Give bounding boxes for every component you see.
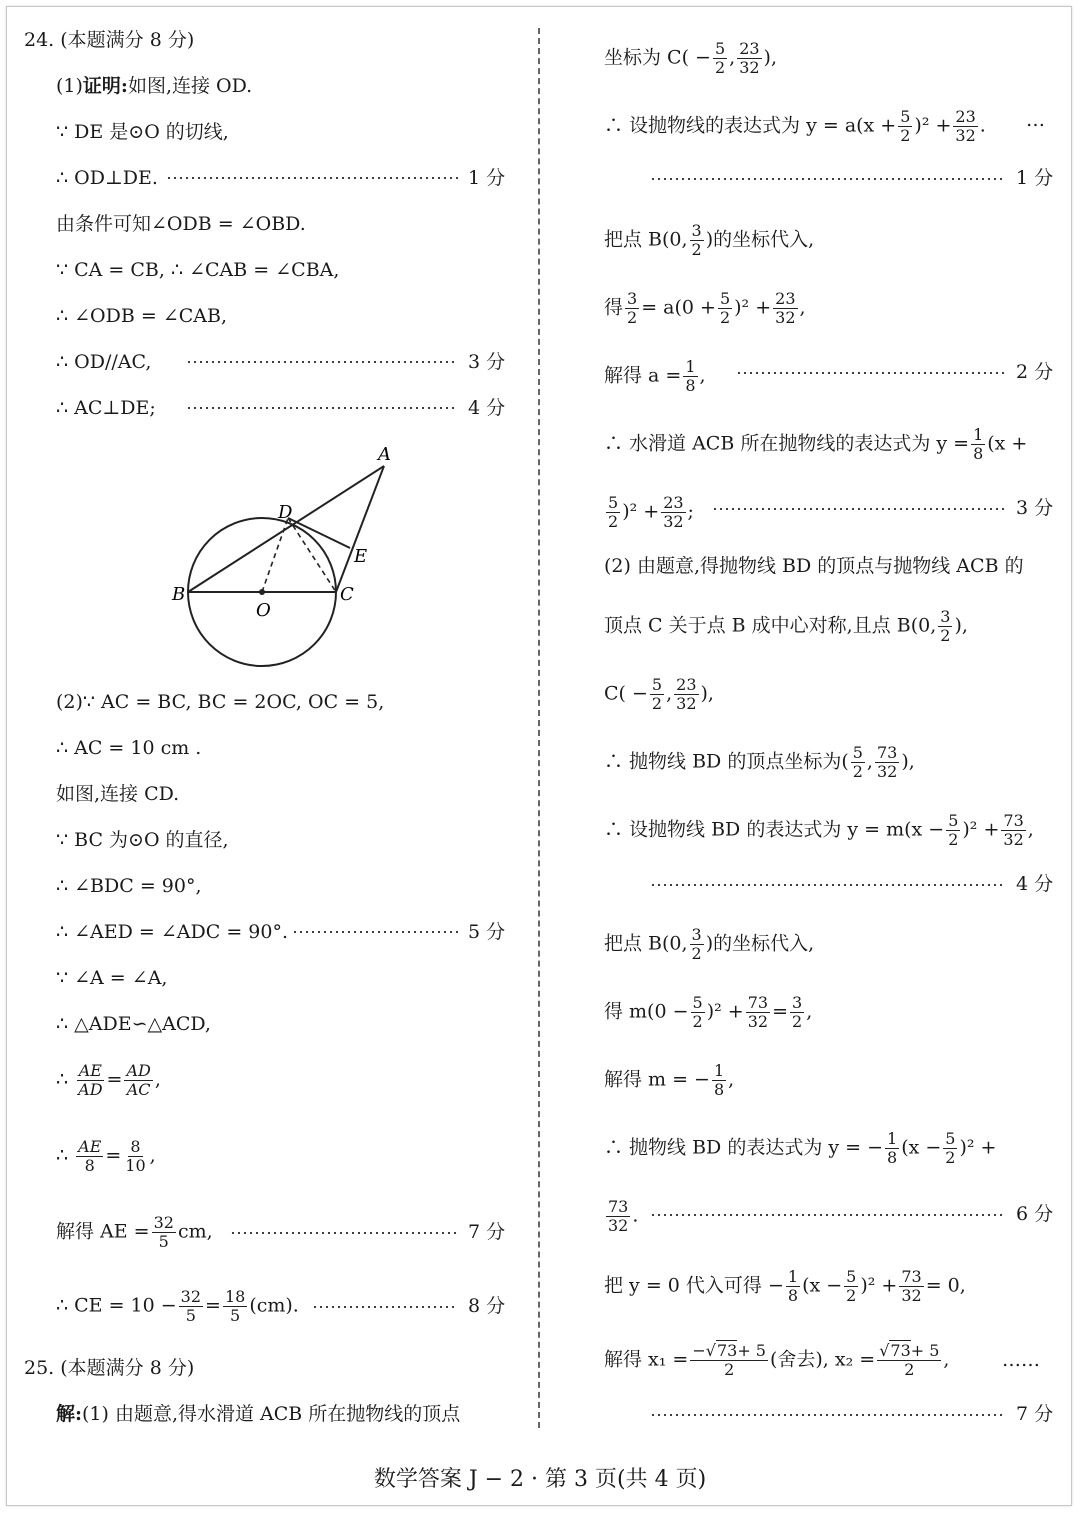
step-odb-cab: ∴ ∠ODB = ∠CAB, xyxy=(56,305,227,327)
denominator: 8 xyxy=(787,1286,799,1305)
ae-result xyxy=(56,1214,213,1251)
point-c-coord xyxy=(604,676,714,713)
fraction xyxy=(851,744,865,781)
vertex-c-coord xyxy=(604,40,777,77)
numerator: 32 xyxy=(180,1287,202,1306)
denominator: 8 xyxy=(84,1156,95,1175)
label-c: C xyxy=(340,584,354,605)
equals: = xyxy=(106,1068,123,1091)
text: ), xyxy=(763,46,777,69)
text: )² + xyxy=(734,296,772,319)
leader-dots xyxy=(186,407,458,409)
text: (舍去), x₂ = xyxy=(769,1348,876,1371)
page-footer: 数学答案 J − 2 · 第 3 页(共 4 页) xyxy=(373,1467,707,1492)
set-parabola-1 xyxy=(604,108,986,145)
denominator: 2 xyxy=(852,762,863,781)
leader-dots xyxy=(230,1232,458,1234)
p2-connect-cd: 如图,连接 CD. xyxy=(56,783,180,805)
denominator: 2 xyxy=(651,694,663,713)
p2-angle-bdc: ∴ ∠BDC = 90°, xyxy=(56,875,202,897)
minus: − xyxy=(692,1341,706,1360)
numerator: 1 xyxy=(787,1267,799,1286)
numerator: 73 xyxy=(876,743,898,762)
denominator: 2 xyxy=(627,308,638,327)
therefore-sign: ∴ xyxy=(56,1068,69,1091)
text: = xyxy=(772,1000,788,1023)
p2-bc-diameter: ∵ BC 为⊙O 的直径, xyxy=(56,829,229,851)
p2-angle-a: ∵ ∠A = ∠A, xyxy=(56,967,168,989)
numerator: 23 xyxy=(663,493,684,512)
text: ), xyxy=(901,750,915,773)
text: , xyxy=(806,1000,813,1023)
numerator: 23 xyxy=(676,675,697,694)
denominator: 5 xyxy=(230,1306,241,1325)
denominator: 2 xyxy=(692,1012,703,1031)
substitute-y0 xyxy=(604,1268,966,1305)
numerator: 3 xyxy=(940,607,951,626)
fraction xyxy=(691,994,705,1031)
radicand: 73 xyxy=(716,1341,738,1360)
text: . xyxy=(632,1204,639,1227)
text: )的坐标代入, xyxy=(705,228,815,251)
leader-dots xyxy=(650,178,1006,180)
score-2: 2 分 xyxy=(1016,361,1054,383)
label-b: B xyxy=(172,584,186,605)
fraction xyxy=(938,608,952,645)
numerator: √73+ 5 xyxy=(879,1341,940,1360)
numerator: 5 xyxy=(651,675,663,694)
text: 得 m(0 − xyxy=(604,1000,689,1023)
leader-dots xyxy=(292,931,458,933)
parabola-acb-expr-cont xyxy=(604,494,694,531)
leader-dots xyxy=(712,508,1006,510)
score-5: 5 分 xyxy=(468,921,506,943)
denominator: 2 xyxy=(792,1012,803,1031)
text: 顶点 C 关于点 B 成中心对称,且点 B(0, xyxy=(604,614,937,637)
score-1: 1 分 xyxy=(1016,167,1054,189)
numerator: 3 xyxy=(627,289,638,308)
text: 解得 a = xyxy=(604,364,682,387)
fraction xyxy=(124,1062,152,1099)
text: , xyxy=(728,1068,735,1091)
fraction xyxy=(790,994,804,1031)
score-3: 3 分 xyxy=(468,351,506,373)
text: 坐标为 C( − xyxy=(604,46,711,69)
numerator: 3 xyxy=(691,925,702,944)
substitute-b-1 xyxy=(604,222,814,259)
text: )的坐标代入, xyxy=(705,932,815,955)
text: 把点 B(0, xyxy=(604,932,688,955)
q25-title: 25. (本题满分 8 分) xyxy=(24,1357,195,1379)
text: , xyxy=(1027,818,1034,841)
numerator: 73 xyxy=(747,993,769,1012)
fraction xyxy=(875,744,899,781)
fraction xyxy=(718,290,732,327)
numerator: 73 xyxy=(608,1197,629,1216)
step-od-perp-de: ∴ OD⊥DE. xyxy=(56,167,158,189)
q24-part1-intro xyxy=(56,74,252,98)
text: 解得 x₁ = xyxy=(604,1348,689,1371)
fraction xyxy=(712,1062,726,1099)
fraction xyxy=(606,1198,630,1235)
fraction xyxy=(1001,812,1025,849)
equals: = xyxy=(205,1294,221,1317)
text: + 5 xyxy=(910,1341,940,1360)
numerator: 5 xyxy=(714,39,726,58)
fraction xyxy=(786,1268,800,1305)
segment-ba xyxy=(188,466,384,592)
step-ac-perp-de: ∴ AC⊥DE; xyxy=(56,397,156,419)
ratio-line-1 xyxy=(56,1062,161,1099)
numerator: −√73+ 5 xyxy=(692,1341,766,1360)
fraction xyxy=(946,812,960,849)
fraction xyxy=(899,1268,923,1305)
text: cm, xyxy=(177,1220,213,1243)
text: 把 y = 0 代入可得 − xyxy=(604,1274,784,1297)
fraction xyxy=(179,1288,203,1325)
fraction xyxy=(76,1138,103,1175)
score-1: 1 分 xyxy=(468,167,506,189)
fraction xyxy=(943,1130,957,1167)
fraction xyxy=(152,1214,176,1251)
q24-title: 24. (本题满分 8 分) xyxy=(24,29,195,51)
numerator: 5 xyxy=(948,811,959,830)
text: ∴ CE = 10 − xyxy=(56,1294,177,1317)
denominator: 2 xyxy=(945,1148,956,1167)
denominator: 32 xyxy=(676,694,697,713)
text: , xyxy=(799,296,806,319)
ellipsis: … xyxy=(1026,109,1045,131)
fraction xyxy=(898,108,912,145)
denominator: 8 xyxy=(973,444,984,463)
denominator: 2 xyxy=(904,1360,915,1379)
label-e: E xyxy=(354,546,368,567)
denominator: 2 xyxy=(846,1286,857,1305)
column-divider xyxy=(538,28,540,1428)
numerator: 5 xyxy=(692,993,703,1012)
fraction xyxy=(661,494,685,531)
numerator: AD xyxy=(126,1061,151,1080)
punct: , xyxy=(149,1144,156,1167)
numerator: 5 xyxy=(608,493,619,512)
ellipsis: …… xyxy=(1002,1349,1040,1371)
step-de-tangent: ∵ DE 是⊙O 的切线, xyxy=(56,121,229,143)
denominator: 2 xyxy=(719,308,731,327)
denominator: 2 xyxy=(900,126,911,145)
substitute-b-2 xyxy=(604,926,814,963)
denominator: 8 xyxy=(887,1148,898,1167)
fraction xyxy=(877,1342,941,1379)
fraction xyxy=(625,290,639,327)
score-4: 4 分 xyxy=(468,397,506,419)
fraction xyxy=(683,358,697,395)
fraction xyxy=(953,108,977,145)
numerator: 3 xyxy=(792,993,803,1012)
leader-dots xyxy=(166,177,458,179)
punct: , xyxy=(154,1068,161,1091)
text: )² + xyxy=(706,1000,744,1023)
part1-text: 如图,连接 OD. xyxy=(127,75,253,97)
denominator: 8 xyxy=(685,376,696,395)
text: ∴ 抛物线 BD 的顶点坐标为( xyxy=(604,750,849,773)
leader-dots xyxy=(312,1306,458,1308)
numerator: 5 xyxy=(945,1129,956,1148)
denominator: AD xyxy=(78,1080,103,1099)
equation-a xyxy=(604,290,806,327)
label-a: A xyxy=(378,444,391,465)
parabola-bd-expr-cont xyxy=(604,1198,638,1235)
denominator: 2 xyxy=(608,512,619,531)
text: (1) 由题意,得水滑道 ACB 所在抛物线的顶点 xyxy=(82,1403,461,1425)
denominator: AC xyxy=(126,1080,151,1099)
score-7: 7 分 xyxy=(1016,1403,1054,1425)
fraction xyxy=(713,40,727,77)
numerator: 32 xyxy=(153,1213,174,1232)
segment-ca xyxy=(336,466,384,592)
text: ), xyxy=(700,682,714,705)
radicand: 73 xyxy=(890,1341,911,1360)
numerator: 23 xyxy=(955,107,976,126)
text: (x − xyxy=(802,1274,843,1297)
text: = a(0 + xyxy=(641,296,716,319)
step-od-parallel-ac: ∴ OD//AC, xyxy=(56,351,152,373)
q25-solution-intro xyxy=(56,1402,460,1426)
leader-dots xyxy=(186,361,458,363)
text: ∴ 设抛物线的表达式为 y = a(x + xyxy=(604,114,897,137)
numerator: 73 xyxy=(1003,811,1024,830)
text: (x − xyxy=(901,1136,942,1159)
text: ; xyxy=(687,500,694,523)
denominator: 5 xyxy=(185,1306,196,1325)
fraction xyxy=(773,290,797,327)
score-8: 8 分 xyxy=(468,1295,506,1317)
step-ca-cb: ∵ CA = CB, ∴ ∠CAB = ∠CBA, xyxy=(56,259,340,281)
text: 解得 AE = xyxy=(56,1220,150,1243)
fraction xyxy=(690,222,704,259)
score-7: 7 分 xyxy=(468,1221,506,1243)
label-d: D xyxy=(278,502,293,523)
text: ∴ 水滑道 ACB 所在抛物线的表达式为 y = xyxy=(604,432,970,455)
numerator: 1 xyxy=(887,1129,898,1148)
numerator: 18 xyxy=(224,1287,246,1306)
leader-dots xyxy=(736,372,1006,374)
text: (cm). xyxy=(249,1294,299,1317)
text: ∴ 抛物线 BD 的表达式为 y = − xyxy=(604,1136,884,1159)
denominator: 32 xyxy=(663,512,684,531)
text: )² + xyxy=(860,1274,898,1297)
fraction xyxy=(690,1342,768,1379)
numerator: 1 xyxy=(713,1061,725,1080)
comma: , xyxy=(666,682,673,705)
equals: = xyxy=(105,1144,122,1167)
part2-symmetry xyxy=(604,608,968,645)
fraction xyxy=(76,1062,104,1099)
text: )² + xyxy=(914,114,952,137)
text: 把点 B(0, xyxy=(604,228,688,251)
fraction xyxy=(690,926,704,963)
denominator: 32 xyxy=(901,1286,922,1305)
part1-label: (1) xyxy=(56,75,83,97)
fraction xyxy=(223,1288,247,1325)
text: 得 xyxy=(604,296,624,319)
text: ∴ 设抛物线 BD 的表达式为 y = m(x − xyxy=(604,818,945,841)
numerator: 23 xyxy=(775,289,796,308)
text: (x + xyxy=(987,432,1028,455)
step-condition: 由条件可知∠ODB = ∠OBD. xyxy=(56,213,306,235)
numerator: 73 xyxy=(901,1267,922,1286)
leader-dots xyxy=(650,1214,1006,1216)
denominator: 32 xyxy=(747,1012,769,1031)
numerator: 1 xyxy=(685,357,696,376)
p2-angle-aed: ∴ ∠AED = ∠ADC = 90°. xyxy=(56,921,288,943)
text: , xyxy=(699,364,706,387)
proof-label: 证明: xyxy=(82,75,128,97)
fraction xyxy=(650,676,664,713)
denominator: 32 xyxy=(608,1216,629,1235)
numerator: 8 xyxy=(130,1137,141,1156)
vertex-bd xyxy=(604,744,915,781)
fraction xyxy=(844,1268,858,1305)
text: + 5 xyxy=(737,1341,766,1360)
denominator: 8 xyxy=(713,1080,725,1099)
ratio-line-2 xyxy=(56,1138,156,1175)
fraction xyxy=(971,426,985,463)
comma: , xyxy=(729,46,736,69)
text: 解得 m = − xyxy=(604,1068,710,1091)
denominator: 2 xyxy=(691,944,702,963)
set-parabola-2 xyxy=(604,812,1034,849)
text: ), xyxy=(954,614,968,637)
p2-similar: ∴ △ADE∽△ACD, xyxy=(56,1013,211,1035)
comma: , xyxy=(866,750,873,773)
parabola-acb-expr xyxy=(604,426,1027,463)
score-6: 6 分 xyxy=(1016,1203,1054,1225)
text: , xyxy=(943,1348,950,1371)
denominator: 2 xyxy=(940,626,951,645)
denominator: 2 xyxy=(724,1360,735,1379)
text: = 0, xyxy=(925,1274,966,1297)
denominator: 2 xyxy=(691,240,702,259)
fraction xyxy=(674,676,698,713)
solution-label: 解: xyxy=(56,1403,83,1425)
leader-dots xyxy=(650,1414,1006,1416)
numerator: 5 xyxy=(719,289,731,308)
denominator: 32 xyxy=(739,58,760,77)
solve-m xyxy=(604,1062,734,1099)
solve-a xyxy=(604,358,706,395)
ce-result xyxy=(56,1288,299,1325)
numerator: 5 xyxy=(852,743,863,762)
fraction xyxy=(123,1138,147,1175)
geometry-figure xyxy=(160,436,420,672)
score-4: 4 分 xyxy=(1016,873,1054,895)
denominator: 32 xyxy=(955,126,976,145)
p2-given: (2)∵ AC = BC, BC = 2OC, OC = 5, xyxy=(56,691,385,713)
equation-m xyxy=(604,994,812,1031)
p2-ac-length: ∴ AC = 10 cm . xyxy=(56,737,202,759)
numerator: 5 xyxy=(846,1267,857,1286)
leader-dots xyxy=(650,884,1006,886)
denominator: 2 xyxy=(714,58,726,77)
numerator: 23 xyxy=(739,39,760,58)
fraction xyxy=(606,494,620,531)
numerator: 1 xyxy=(973,425,984,444)
segment-od xyxy=(262,518,288,592)
numerator: AE xyxy=(78,1061,102,1080)
text: . xyxy=(979,114,986,137)
numerator: 5 xyxy=(900,107,911,126)
text: C( − xyxy=(604,682,648,705)
center-point xyxy=(259,589,265,595)
denominator: 5 xyxy=(158,1232,169,1251)
denominator: 2 xyxy=(948,830,959,849)
score-3: 3 分 xyxy=(1016,497,1054,519)
solve-x xyxy=(604,1342,949,1379)
fraction xyxy=(746,994,770,1031)
parabola-bd-expr xyxy=(604,1130,996,1167)
text: )² + xyxy=(959,1136,997,1159)
denominator: 10 xyxy=(125,1156,146,1175)
therefore-sign: ∴ xyxy=(56,1144,69,1167)
numerator: 3 xyxy=(691,221,702,240)
label-o: O xyxy=(256,600,271,621)
numerator: AE xyxy=(78,1137,102,1156)
part2-intro: (2) 由题意,得抛物线 BD 的顶点与抛物线 ACB 的 xyxy=(604,555,1024,577)
denominator: 32 xyxy=(1003,830,1024,849)
fraction xyxy=(885,1130,899,1167)
text: )² + xyxy=(622,500,660,523)
fraction xyxy=(737,40,761,77)
denominator: 32 xyxy=(876,762,898,781)
denominator: 32 xyxy=(775,308,796,327)
text: )² + xyxy=(962,818,1000,841)
